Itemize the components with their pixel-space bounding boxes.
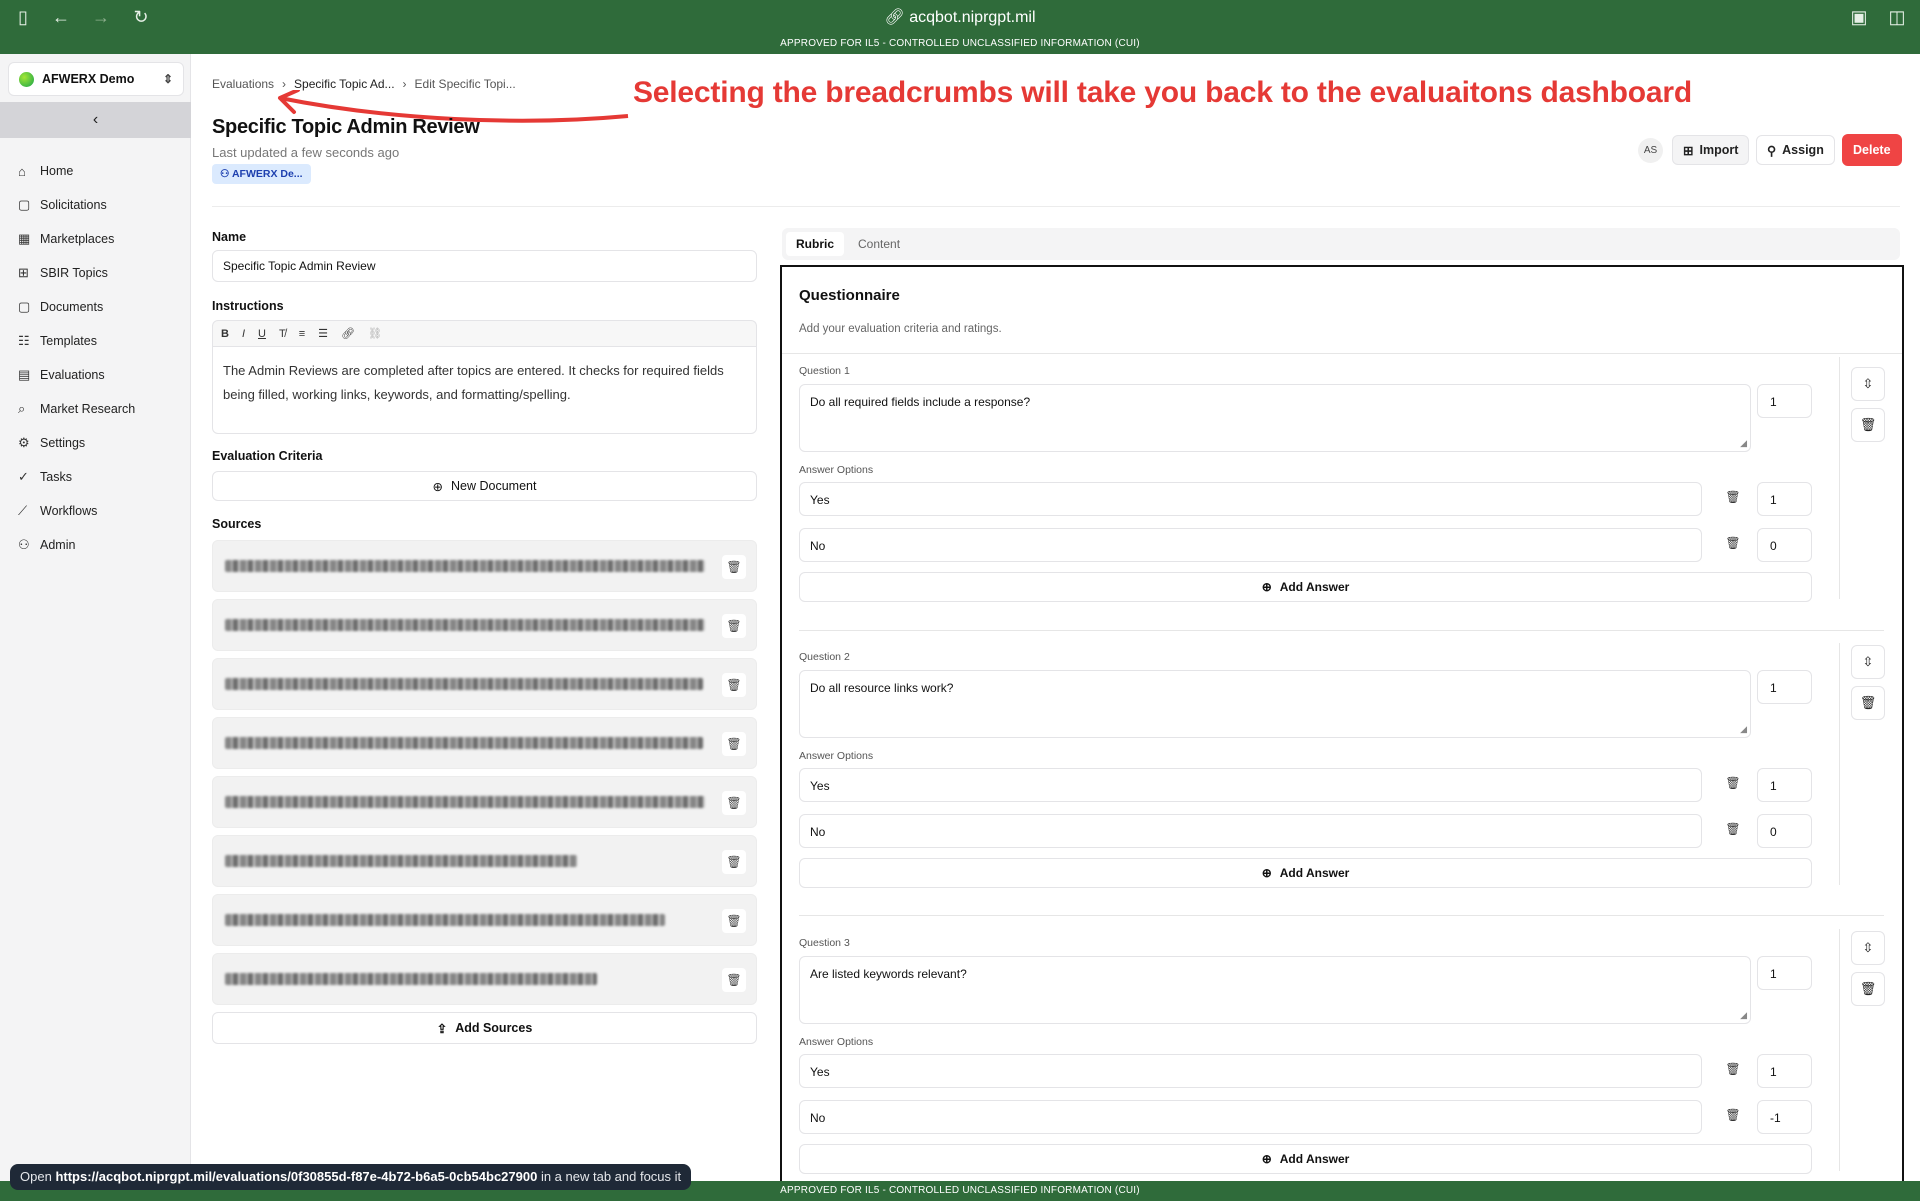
trash-icon[interactable]: 🗑︎ <box>1725 776 1741 790</box>
breadcrumb-topic[interactable]: Specific Topic Ad... <box>294 77 395 91</box>
source-item[interactable] <box>212 717 757 769</box>
source-item[interactable] <box>212 540 757 592</box>
trash-icon[interactable]: 🗑︎ <box>722 614 746 638</box>
collapse-question-icon[interactable]: ⇳ <box>1851 367 1885 401</box>
trash-icon[interactable]: 🗑︎ <box>1851 408 1885 442</box>
tab-bar <box>782 228 1900 260</box>
classification-banner: APPROVED FOR IL5 - CONTROLLED UNCLASSIFIED INFORMATION (CUI) <box>0 34 1920 54</box>
sidebar-item-settings[interactable] <box>18 426 135 460</box>
redacted-source-title <box>225 678 703 690</box>
answer-score-input[interactable]: 1 <box>1757 768 1812 802</box>
bullet-list-icon[interactable]: ☰ <box>318 328 328 340</box>
table-icon: ⊞ <box>1683 143 1694 158</box>
grid-icon: ⊞ <box>18 265 29 280</box>
redacted-source-title <box>225 796 705 808</box>
question-weight-input[interactable]: 1 <box>1757 670 1812 704</box>
source-item[interactable] <box>212 953 757 1005</box>
question-text-input[interactable] <box>799 956 1751 1024</box>
annotation-text: Selecting the breadcrumbs will take you back to the evaluaitons dashboard <box>633 76 1693 109</box>
collapse-question-icon[interactable]: ⇳ <box>1851 645 1885 679</box>
instructions-editor[interactable]: The Admin Reviews are completed after topics are entered. It checks for required fields being filled, working links, keywords, and formatting/spelling. <box>212 346 757 434</box>
split-view-icon[interactable]: ◫ <box>1888 6 1906 27</box>
clipboard-icon: ▤ <box>18 367 31 382</box>
sidebar-item-evaluations[interactable] <box>18 358 135 392</box>
trash-icon[interactable]: 🗑︎ <box>722 555 746 579</box>
link-icon: 🔗︎ <box>884 9 910 26</box>
answer-score-input[interactable]: 1 <box>1757 1054 1812 1088</box>
source-item[interactable] <box>212 835 757 887</box>
sidebar-item-label: Evaluations <box>40 368 105 382</box>
user-gear-icon: ⚇ <box>18 537 30 552</box>
answer-score-input[interactable]: 0 <box>1757 814 1812 848</box>
answer-score-input[interactable]: 0 <box>1757 528 1812 562</box>
question-text: Do all required fields include a response? <box>810 395 1031 409</box>
sources-label: Sources <box>212 517 262 531</box>
search-icon: ⌕ <box>18 401 26 416</box>
address-text: acqbot.niprgpt.mil <box>909 9 1036 26</box>
browser-toolbar <box>0 0 1920 34</box>
sidebar <box>0 54 191 1181</box>
source-item[interactable] <box>212 599 757 651</box>
delete-button[interactable] <box>1842 134 1902 166</box>
tab-content[interactable]: Content <box>858 237 901 251</box>
upload-icon: ⇪ <box>436 1021 448 1036</box>
redacted-source-title <box>225 737 703 749</box>
redacted-source-title <box>225 973 597 985</box>
editor-toolbar <box>212 320 757 346</box>
answer-score-input[interactable]: -1 <box>1757 1100 1812 1134</box>
source-item[interactable] <box>212 658 757 710</box>
users-icon: ⚇ <box>220 168 232 180</box>
avatar[interactable]: AS <box>1638 138 1663 163</box>
redacted-source-title <box>225 560 705 572</box>
name-label: Name <box>212 230 247 244</box>
org-logo <box>19 72 34 87</box>
question-card <box>799 365 1884 615</box>
tab-rubric[interactable]: Rubric <box>786 232 844 256</box>
org-switcher[interactable] <box>8 62 184 96</box>
trash-icon[interactable]: 🗑︎ <box>722 909 746 933</box>
questionnaire-title: Questionnaire <box>799 287 900 304</box>
sidebar-item-label: Solicitations <box>40 198 107 212</box>
questionnaire-subtitle: Add your evaluation criteria and ratings. <box>799 323 1002 335</box>
sidebar-item-marketplaces[interactable] <box>18 222 135 256</box>
home-icon: ⌂ <box>18 163 26 179</box>
sidebar-item-label: Market Research <box>40 402 136 416</box>
sidebar-item-solicitations[interactable] <box>18 188 135 222</box>
sidebar-item-documents[interactable] <box>18 290 135 324</box>
clear-format-icon[interactable]: T̸ <box>278 327 286 340</box>
question-weight-input[interactable]: 1 <box>1757 384 1812 418</box>
sidebar-item-label: Tasks <box>40 470 72 484</box>
sidebar-item-templates[interactable] <box>18 324 135 358</box>
status-suffix: in a new tab and focus it <box>540 1169 682 1184</box>
link-icon[interactable]: 🔗︎ <box>341 328 355 340</box>
divider <box>782 353 1902 354</box>
sidebar-item-label: Templates <box>40 334 97 348</box>
answer-input[interactable]: Yes <box>799 1054 1702 1088</box>
collapse-sidebar-button[interactable] <box>0 102 191 138</box>
header-divider <box>212 206 1900 207</box>
question-card <box>799 937 1884 1181</box>
redacted-source-title <box>225 914 665 926</box>
criteria-label: Evaluation Criteria <box>212 449 323 463</box>
trash-icon[interactable]: 🗑︎ <box>1725 822 1741 836</box>
status-link: https://acqbot.niprgpt.mil/evaluations/0f30855d-f87e-4b72-b6a5-0cb54bc27900 <box>55 1169 538 1184</box>
source-item[interactable] <box>212 894 757 946</box>
answer-score-input[interactable]: 1 <box>1757 482 1812 516</box>
answer-input[interactable]: No <box>799 1100 1702 1134</box>
assign-button[interactable] <box>1756 135 1835 165</box>
new-document-button[interactable] <box>212 471 757 501</box>
question-label: Question 3 <box>799 937 850 949</box>
plus-circle-icon: ⊕ <box>432 479 444 494</box>
add-sources-label: Add Sources <box>455 1021 533 1035</box>
user-plus-icon: ⚲ <box>1767 143 1777 158</box>
delete-label: Delete <box>1853 143 1891 157</box>
sidebar-item-label: Settings <box>40 436 86 450</box>
divider <box>1839 643 1840 885</box>
question-card <box>799 651 1884 901</box>
answer-input[interactable]: No <box>799 528 1702 562</box>
back-icon[interactable]: ← <box>52 6 70 27</box>
trash-icon[interactable]: 🗑︎ <box>1725 536 1741 550</box>
store-icon: ▦ <box>18 231 31 246</box>
chevron-updown-icon: ⇕ <box>162 72 173 86</box>
breadcrumb-current: Edit Specific Topi... <box>414 77 516 91</box>
trash-icon[interactable]: 🗑︎ <box>722 850 746 874</box>
resize-handle-icon[interactable]: ◢ <box>1740 1010 1747 1020</box>
import-button[interactable] <box>1672 135 1749 165</box>
classification-banner-bottom: APPROVED FOR IL5 - CONTROLLED UNCLASSIFIED INFORMATION (CUI) <box>0 1181 1920 1201</box>
breadcrumb-evaluations[interactable]: Evaluations <box>212 77 275 91</box>
question-text: Are listed keywords relevant? <box>810 967 967 981</box>
add-answer-label: Add Answer <box>1279 1152 1350 1166</box>
link-status-tooltip <box>10 1164 691 1190</box>
template-icon: ☷ <box>18 333 30 348</box>
source-item[interactable] <box>212 776 757 828</box>
sidebar-toggle-icon[interactable]: ▯ <box>18 6 28 27</box>
trend-icon: ⟋ <box>18 503 28 518</box>
trash-icon[interactable]: 🗑︎ <box>722 732 746 756</box>
underline-icon[interactable]: U <box>258 327 266 340</box>
italic-icon[interactable]: I <box>241 327 246 340</box>
sidebar-item-admin[interactable] <box>18 528 135 562</box>
answer-input[interactable]: Yes <box>799 482 1702 516</box>
trash-icon[interactable]: 🗑︎ <box>1725 490 1741 504</box>
add-answer-button[interactable] <box>799 572 1812 602</box>
divider <box>1839 929 1840 1171</box>
team-tag-label: AFWERX De... <box>231 168 303 180</box>
trash-icon[interactable]: 🗑︎ <box>1851 972 1885 1006</box>
answer-options-label: Answer Options <box>799 464 874 476</box>
trash-icon[interactable]: 🗑︎ <box>722 968 746 992</box>
question-text-input[interactable] <box>799 384 1751 452</box>
chevron-left-icon: ‹ <box>92 111 99 128</box>
document-icon: ▢ <box>18 299 31 314</box>
instructions-label: Instructions <box>212 299 284 313</box>
trash-icon[interactable]: 🗑︎ <box>722 673 746 697</box>
last-updated: Last updated a few seconds ago <box>212 145 400 160</box>
question-weight-input[interactable]: 1 <box>1757 956 1812 990</box>
sidebar-nav <box>18 154 135 562</box>
divider <box>1839 357 1840 599</box>
org-name: AFWERX Demo <box>42 72 135 86</box>
breadcrumb <box>212 77 516 91</box>
sidebar-item-home[interactable] <box>18 154 135 188</box>
breadcrumb-separator: › <box>282 77 287 91</box>
divider <box>799 630 1884 631</box>
answer-input[interactable]: Yes <box>799 768 1702 802</box>
new-document-label: New Document <box>451 479 537 493</box>
gear-icon: ⚙︎ <box>18 435 30 450</box>
redacted-source-title <box>225 619 705 631</box>
assign-label: Assign <box>1782 143 1824 157</box>
add-answer-label: Add Answer <box>1279 866 1350 880</box>
add-answer-button[interactable] <box>799 1144 1812 1174</box>
question-text-input[interactable] <box>799 670 1751 738</box>
question-label: Question 2 <box>799 651 850 663</box>
questionnaire-panel <box>780 265 1904 1181</box>
add-answer-button[interactable] <box>799 858 1812 888</box>
bold-icon[interactable]: B <box>221 327 229 340</box>
answer-options-label: Answer Options <box>799 750 874 762</box>
answer-input[interactable]: No <box>799 814 1702 848</box>
name-field[interactable]: Specific Topic Admin Review <box>212 250 757 282</box>
import-label: Import <box>1699 143 1739 157</box>
sidebar-item-sbir-topics[interactable] <box>18 256 135 290</box>
check-icon: ✓ <box>18 469 29 484</box>
sidebar-item-label: Workflows <box>40 504 98 518</box>
trash-icon[interactable]: 🗑︎ <box>1851 686 1885 720</box>
forward-icon[interactable]: → <box>92 6 110 27</box>
sidebar-item-label: Home <box>40 164 74 178</box>
unlink-icon[interactable]: ⛓︎ <box>367 328 382 340</box>
sidebar-item-label: Admin <box>40 538 76 552</box>
sidebar-item-tasks[interactable] <box>18 460 135 494</box>
sidebar-item-label: SBIR Topics <box>40 266 108 280</box>
status-prefix: Open <box>20 1169 52 1184</box>
document-icon: ▢ <box>18 197 31 212</box>
ordered-list-icon[interactable]: ≡ <box>298 327 306 340</box>
plus-circle-icon: ⊕ <box>1261 1152 1272 1166</box>
plus-circle-icon: ⊕ <box>1261 580 1272 594</box>
breadcrumb-separator: › <box>402 77 407 91</box>
question-text: Do all resource links work? <box>810 681 954 695</box>
page-title: Specific Topic Admin Review <box>212 116 480 138</box>
answer-options-label: Answer Options <box>799 1036 874 1048</box>
reload-icon[interactable]: ↻ <box>133 6 149 27</box>
question-label: Question 1 <box>799 365 850 377</box>
resize-handle-icon[interactable]: ◢ <box>1740 438 1747 448</box>
add-sources-button[interactable] <box>212 1012 757 1044</box>
team-tag[interactable] <box>212 164 311 184</box>
sidebar-item-workflows[interactable] <box>18 494 135 528</box>
trash-icon[interactable]: 🗑︎ <box>722 791 746 815</box>
sidebar-item-label: Marketplaces <box>40 232 115 246</box>
trash-icon[interactable]: 🗑︎ <box>1725 1062 1741 1076</box>
collapse-question-icon[interactable]: ⇳ <box>1851 931 1885 965</box>
address-bar[interactable] <box>0 7 1920 27</box>
divider <box>799 915 1884 916</box>
trash-icon[interactable]: 🗑︎ <box>1725 1108 1741 1122</box>
redacted-source-title <box>225 855 577 867</box>
sidebar-item-market-research[interactable] <box>18 392 135 426</box>
sidebar-item-label: Documents <box>40 300 104 314</box>
resize-handle-icon[interactable]: ◢ <box>1740 724 1747 734</box>
add-answer-label: Add Answer <box>1279 580 1350 594</box>
plus-circle-icon: ⊕ <box>1261 866 1272 880</box>
reader-icon[interactable]: ▣ <box>1850 6 1868 27</box>
